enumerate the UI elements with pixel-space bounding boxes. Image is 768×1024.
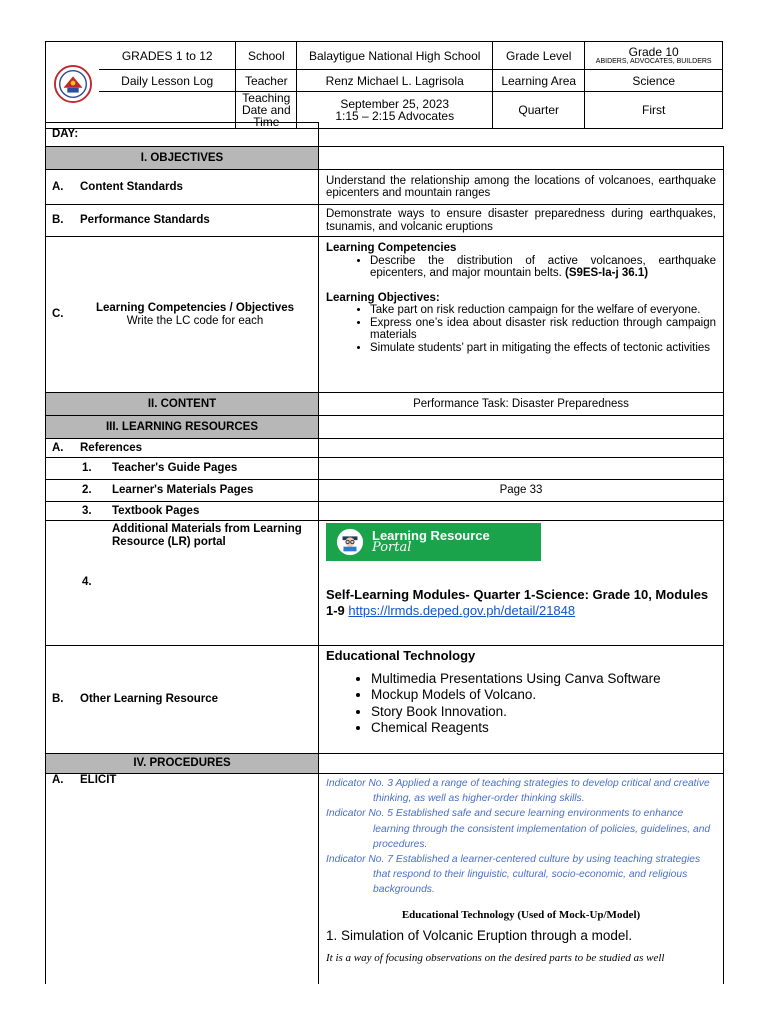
references-blank bbox=[319, 439, 724, 458]
content-standards-label: Content Standards bbox=[80, 180, 183, 193]
school-value: Balaytigue National High School bbox=[297, 42, 493, 70]
lr-portal-logo[interactable] bbox=[326, 523, 541, 561]
num-3: 3. bbox=[82, 504, 92, 517]
references-label-cell bbox=[46, 439, 319, 458]
slm-link[interactable]: https://lrmds.deped.gov.ph/detail/21848 bbox=[348, 603, 576, 618]
content-standards-text: Understand the relationship among the locations of volcanoes, earthquake epicenters and mountain ranges bbox=[319, 170, 724, 205]
indicator-item: Indicator No. 5 Established safe and secure learning environments to enhance learning through the consistent implementation of policies, guidelines, and procedures. bbox=[326, 808, 711, 850]
learning-area-label: Learning Area bbox=[493, 70, 585, 92]
slm-text: Self-Learning Modules- Quarter 1-Science: Grade 10, Modules 1-9 bbox=[326, 587, 709, 618]
lo-list bbox=[326, 304, 716, 354]
lc-item-text: Describe the distribution of active volcanoes, earthquake epicenters, and major mountain belts. bbox=[370, 254, 716, 279]
textbook-label: Textbook Pages bbox=[112, 504, 200, 517]
grades-label: GRADES 1 to 12 bbox=[99, 42, 235, 70]
letter-a-ref: A. bbox=[52, 441, 64, 454]
tg-label: Teacher's Guide Pages bbox=[112, 462, 238, 475]
edtech-item: • Multimedia Presentations Using Canva Software bbox=[371, 671, 723, 688]
competencies-content bbox=[319, 237, 724, 393]
lm-value: Page 33 bbox=[319, 480, 724, 502]
procedures-heading: IV. PROCEDURES bbox=[46, 754, 319, 774]
student-reading-icon bbox=[336, 528, 364, 556]
lr-logo-line-1: Learning Resource bbox=[372, 528, 490, 543]
content-value: Performance Task: Disaster Preparedness bbox=[319, 393, 724, 416]
lesson-table bbox=[45, 122, 724, 984]
lc-item bbox=[370, 255, 716, 280]
other-resource-label-cell bbox=[46, 646, 319, 754]
lc-list bbox=[326, 255, 716, 280]
competencies-label-cell bbox=[46, 237, 319, 393]
header-table bbox=[45, 41, 723, 129]
school-label: School bbox=[236, 42, 297, 70]
resources-heading-blank bbox=[319, 416, 724, 439]
edtech-item: • Story Book Innovation. bbox=[371, 704, 723, 721]
edtech-item: • Mockup Models of Volcano. bbox=[371, 687, 723, 704]
simulation-text: 1. Simulation of Volcanic Eruption through a model. bbox=[326, 928, 633, 944]
teacher-value: Renz Michael L. Lagrisola bbox=[297, 70, 493, 92]
deped-seal-icon bbox=[54, 65, 92, 103]
procedures-heading-blank bbox=[319, 754, 724, 774]
letter-a: A. bbox=[52, 180, 64, 193]
quarter-label: Quarter bbox=[493, 92, 585, 129]
performance-standards-label: Performance Standards bbox=[80, 214, 210, 227]
date-line-2: 1:15 – 2:15 Advocates bbox=[335, 109, 455, 123]
lr-portal-cell bbox=[319, 521, 724, 646]
tg-value bbox=[319, 458, 724, 480]
other-resource-label: Other Learning Resource bbox=[80, 693, 219, 706]
lo-item: • Express one’s idea about disaster risk reduction through campaign materials bbox=[370, 317, 716, 342]
school-logo-cell bbox=[46, 42, 100, 129]
num-4: 4. bbox=[82, 576, 92, 588]
edtech-title: Educational Technology bbox=[326, 648, 476, 663]
lc-code: (S9ES-Ia-j 36.1) bbox=[564, 267, 649, 279]
grade-level-sub: ABIDERS, ADVOCATES, BUILDERS bbox=[595, 58, 712, 65]
lm-label-cell bbox=[46, 480, 319, 502]
grade-level-cell bbox=[585, 42, 723, 70]
lo-item: • Simulate students’ part in mitigating the effects of tectonic activities bbox=[370, 342, 716, 355]
performance-standards-label-cell bbox=[46, 205, 319, 237]
grade-level-value: Grade 10 bbox=[628, 45, 679, 59]
log-title: Daily Lesson Log bbox=[99, 70, 235, 92]
objectives-heading: I. OBJECTIVES bbox=[46, 147, 319, 170]
indicator-list bbox=[319, 776, 723, 898]
resources-heading: III. LEARNING RESOURCES bbox=[46, 416, 319, 439]
performance-standards-text: Demonstrate ways to ensure disaster preparedness during earthquakes, tsunamis, and volcanic eruptions bbox=[319, 205, 724, 237]
letter-c: C. bbox=[52, 308, 64, 321]
content-standards-label-cell bbox=[46, 170, 319, 205]
slm-text-block bbox=[319, 587, 723, 619]
edtech-item: • Chemical Reagents bbox=[371, 720, 723, 737]
letter-b: B. bbox=[52, 214, 64, 227]
lc-heading: Learning Competencies bbox=[326, 242, 457, 254]
content-heading: II. CONTENT bbox=[46, 393, 319, 416]
tg-label-cell bbox=[46, 458, 319, 480]
letter-a-proc: A. bbox=[52, 774, 64, 786]
lm-label: Learner's Materials Pages bbox=[112, 484, 254, 497]
objectives-heading-blank bbox=[319, 147, 724, 170]
lo-item: • Take part on risk reduction campaign for the welfare of everyone. bbox=[370, 304, 716, 317]
learning-area-value: Science bbox=[585, 70, 723, 92]
date-line-1: September 25, 2023 bbox=[340, 97, 450, 111]
edtech-list bbox=[319, 671, 723, 737]
letter-b-res: B. bbox=[52, 693, 64, 706]
grade-level-label: Grade Level bbox=[493, 42, 585, 70]
day-label: DAY: bbox=[46, 123, 319, 147]
references-label: References bbox=[80, 441, 143, 454]
competencies-label: Learning Competencies / Objectives bbox=[95, 302, 295, 314]
edtech-cell bbox=[319, 646, 724, 754]
indicator-item: Indicator No. 3 Applied a range of teaching strategies to develop critical and creative thinking, as well as higher-order thinking skills. bbox=[326, 778, 710, 805]
elicit-label: ELICIT bbox=[80, 774, 117, 786]
elicit-content bbox=[319, 774, 724, 984]
textbook-label-cell bbox=[46, 502, 319, 521]
num-1: 1. bbox=[82, 462, 92, 475]
teacher-label: Teacher bbox=[236, 70, 297, 92]
date-label: Teaching Date and Time bbox=[236, 92, 297, 129]
lo-heading: Learning Objectives: bbox=[326, 291, 440, 304]
day-value bbox=[319, 123, 724, 147]
num-2: 2. bbox=[82, 484, 92, 497]
indicator-item: Indicator No. 7 Established a learner-centered culture by using teaching strategies that respond to their linguistic, cultural, socio-economic, and religious backgrounds. bbox=[326, 854, 701, 896]
lr-logo-line-2: Portal bbox=[372, 540, 412, 555]
edtech-model-title: Educational Technology (Used of Mock-Up/Model) bbox=[401, 908, 641, 921]
focus-text: It is a way of focusing observations on the desired parts to be studied as well bbox=[326, 951, 665, 964]
textbook-value bbox=[319, 502, 724, 521]
additional-materials-cell bbox=[46, 521, 319, 646]
competencies-sub: Write the LC code for each bbox=[126, 314, 264, 327]
quarter-value: First bbox=[585, 92, 723, 129]
additional-materials-label: Additional Materials from Learning Resource (LR) portal bbox=[112, 523, 302, 548]
elicit-label-cell bbox=[46, 774, 319, 984]
